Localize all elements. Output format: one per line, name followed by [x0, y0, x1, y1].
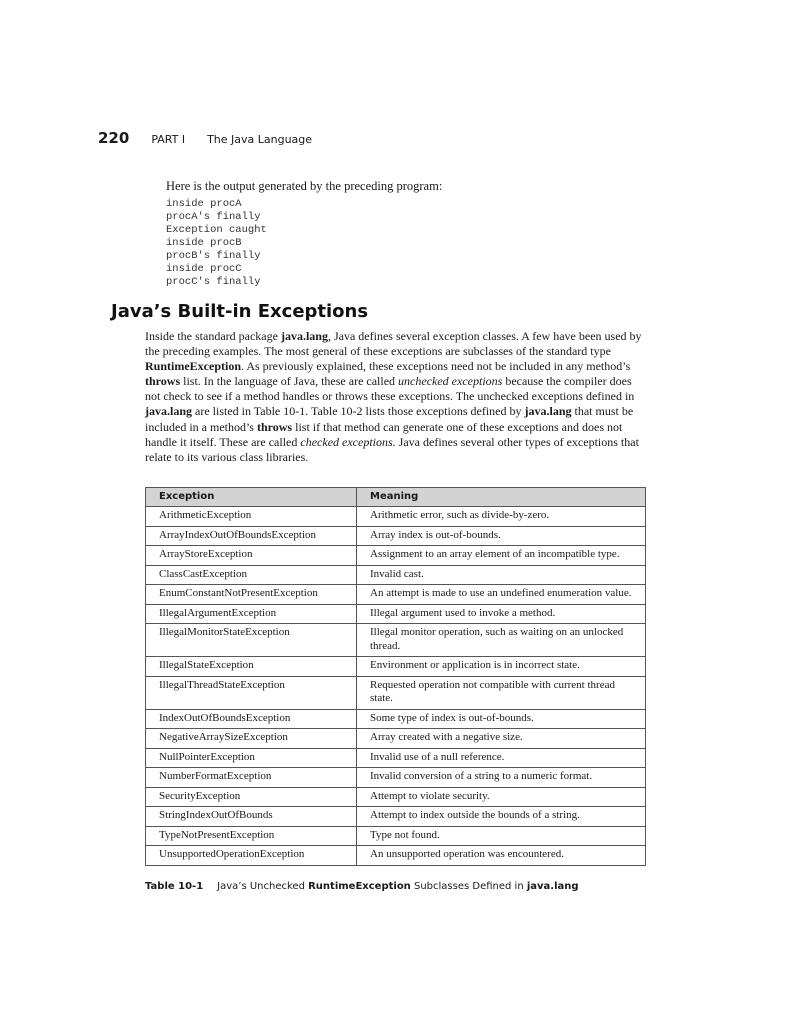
intro-text: Here is the output generated by the preceding program:	[166, 179, 443, 193]
exception-meaning: Array created with a negative size.	[357, 729, 646, 749]
exception-name: UnsupportedOperationException	[146, 846, 357, 866]
exception-meaning: Illegal argument used to invoke a method.	[357, 604, 646, 624]
para-text: list if that method can generate one of these exceptions and does not handle it itself. These are called	[145, 419, 623, 449]
code-line: procC's finally	[166, 276, 261, 288]
exceptions-table	[145, 487, 646, 866]
table-row	[146, 526, 646, 546]
body-paragraph	[145, 329, 647, 465]
table-row	[146, 565, 646, 585]
para-italic: unchecked exceptions	[398, 374, 503, 389]
code-line: procA's finally	[166, 211, 261, 223]
table-row	[146, 507, 646, 527]
code-line: Exception caught	[166, 224, 267, 236]
para-text: , Java defines several exception classes. A few have been used by the preceding examples. The most general of these exceptions are subclasses of the standard type	[145, 329, 642, 359]
exception-meaning: Environment or application is in incorrect state.	[357, 657, 646, 677]
exception-meaning: Invalid conversion of a string to a numeric format.	[357, 768, 646, 788]
exception-name: IllegalArgumentException	[146, 604, 357, 624]
exception-meaning: Attempt to violate security.	[357, 787, 646, 807]
exception-name: IllegalThreadStateException	[146, 676, 357, 709]
exception-meaning: Invalid cast.	[357, 565, 646, 585]
code-line: inside procC	[166, 263, 242, 275]
table-row	[146, 604, 646, 624]
exception-meaning: Arithmetic error, such as divide-by-zero.	[357, 507, 646, 527]
chapter-title: The Java Language	[207, 133, 313, 146]
header-exception: Exception	[146, 488, 357, 507]
exception-name: NegativeArraySizeException	[146, 729, 357, 749]
para-text: that must be included in a method’s	[145, 404, 634, 434]
para-text: Inside the standard package	[145, 329, 281, 343]
page-header	[98, 129, 312, 147]
para-bold: RuntimeException	[145, 359, 241, 374]
exception-meaning: An unsupported operation was encountered.	[357, 846, 646, 866]
para-text: because the compiler does not check to see if a method handles or throws these exceptions. The unchecked exceptions defined in	[145, 374, 635, 404]
exception-name: SecurityException	[146, 787, 357, 807]
table-row	[146, 846, 646, 866]
header-meaning: Meaning	[357, 488, 646, 507]
exception-name: ArrayIndexOutOfBoundsException	[146, 526, 357, 546]
exception-name: EnumConstantNotPresentException	[146, 585, 357, 605]
code-line: procB's finally	[166, 250, 261, 262]
exception-meaning: Attempt to index outside the bounds of a string.	[357, 807, 646, 827]
code-output	[166, 198, 267, 289]
exception-meaning: Requested operation not compatible with current thread state.	[357, 676, 646, 709]
table-caption	[145, 881, 579, 892]
para-text: list. In the language of Java, these are called	[180, 374, 399, 389]
table-row	[146, 787, 646, 807]
exception-name: IllegalStateException	[146, 657, 357, 677]
table-header-row	[146, 488, 646, 507]
exception-meaning: Assignment to an array element of an incompatible type.	[357, 546, 646, 566]
para-bold: java.lang	[145, 404, 193, 419]
para-bold: java.lang	[280, 329, 328, 343]
para-text: are listed in Table 10-1. Table 10-2 lists those exceptions defined by	[192, 404, 525, 419]
table-row	[146, 807, 646, 827]
para-bold: throws	[145, 374, 181, 389]
exception-meaning: Invalid use of a null reference.	[357, 748, 646, 768]
caption-text: Java’s Unchecked	[217, 881, 309, 892]
table-row	[146, 657, 646, 677]
code-line: inside procA	[166, 198, 242, 210]
table-row	[146, 624, 646, 657]
table-row	[146, 768, 646, 788]
para-bold: throws	[256, 419, 293, 434]
exception-meaning: Some type of index is out-of-bounds.	[357, 709, 646, 729]
exception-name: ArrayStoreException	[146, 546, 357, 566]
table-row	[146, 585, 646, 605]
exception-name: IllegalMonitorStateException	[146, 624, 357, 657]
table-row	[146, 729, 646, 749]
table-row	[146, 748, 646, 768]
page-number: 220	[98, 129, 130, 147]
exception-name: IndexOutOfBoundsException	[146, 709, 357, 729]
para-text: . Java defines several other types of exceptions that relate to its various class libraries.	[145, 434, 639, 464]
exception-name: StringIndexOutOfBounds	[146, 807, 357, 827]
exception-name: ClassCastException	[146, 565, 357, 585]
table-row	[146, 826, 646, 846]
caption-text: Subclasses Defined in	[410, 881, 527, 892]
caption-bold: RuntimeException	[308, 881, 411, 892]
caption-bold: java.lang	[526, 881, 579, 892]
exception-name: TypeNotPresentException	[146, 826, 357, 846]
exception-meaning: Array index is out-of-bounds.	[357, 526, 646, 546]
exception-name: ArithmeticException	[146, 507, 357, 527]
para-text: . As previously explained, these exceptions need not be included in any method’s	[241, 359, 631, 374]
table-row	[146, 709, 646, 729]
para-italic: checked exceptions	[300, 434, 393, 449]
para-bold: java.lang	[524, 404, 572, 419]
caption-label: Table 10-1	[145, 881, 204, 892]
section-title: Java’s Built-in Exceptions	[111, 301, 369, 322]
exception-name: NumberFormatException	[146, 768, 357, 788]
table-row	[146, 676, 646, 709]
exception-name: NullPointerException	[146, 748, 357, 768]
part-label: PART I	[151, 133, 186, 146]
exception-meaning: Type not found.	[357, 826, 646, 846]
exception-meaning: An attempt is made to use an undefined enumeration value.	[357, 585, 646, 605]
exception-meaning: Illegal monitor operation, such as waiting on an unlocked thread.	[357, 624, 646, 657]
code-line: inside procB	[166, 237, 242, 249]
table-row	[146, 546, 646, 566]
